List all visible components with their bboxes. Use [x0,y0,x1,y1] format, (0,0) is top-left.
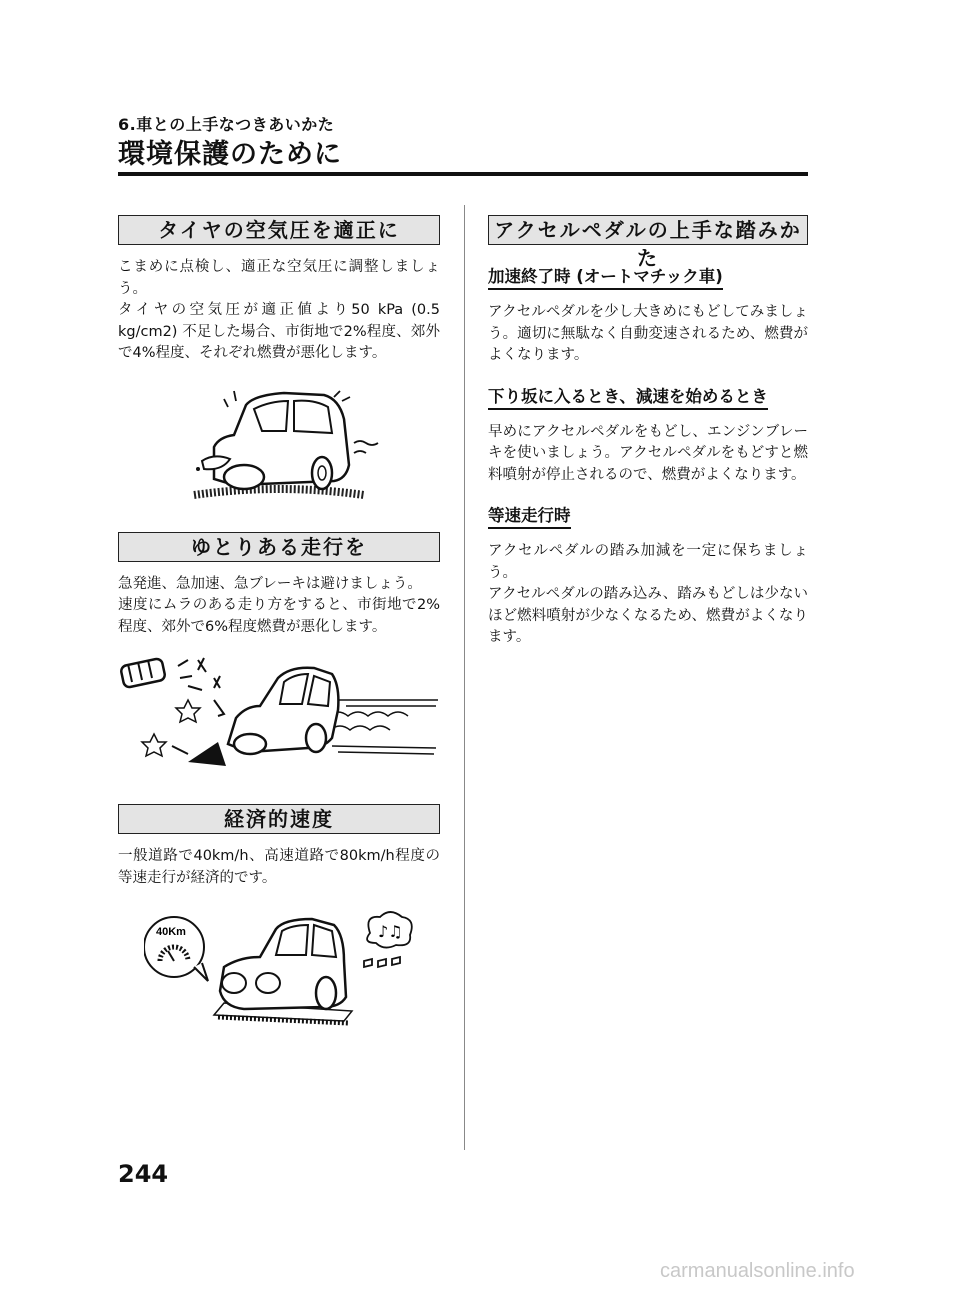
constant-speed-text-2: アクセルペダルの踏み込み、踏みもどしは少ないほど燃料噴射が少なくなるため、燃費がよくなります。 [488,586,808,645]
section-heading-economic-speed: 経済的速度 [118,804,440,834]
subheading-end-of-acceleration: 加速終了時 (オートマチック車) [488,263,723,290]
constant-speed-text-1: アクセルペダルの踏み加減を一定に保ちましょう。 [488,543,808,581]
tire-pressure-text-2: タイヤの空気圧が適正値より50 kPa (0.5 kg/cm2) 不足した場合、市街地で2%程度、郊外で4%程度、それぞれ燃費が悪化します。 [118,302,440,361]
watermark: carmanualsonline.info [660,1260,855,1282]
subheading-constant-speed: 等速走行時 [488,502,571,529]
section-heading-relaxed-driving: ゆとりある走行を [118,532,440,562]
relaxed-driving-text-2: 速度にムラのある走り方をすると、市街地で2%程度、郊外で6%程度燃費が悪化します。 [118,597,440,635]
page-number: 244 [118,1160,169,1188]
steady-speed-car-illustration [144,911,414,1031]
column-divider [464,205,465,1150]
downhill-deceleration-text: 早めにアクセルペダルをもどし、エンジンブレーキを使いましょう。アクセルペダルをもどすと燃料噴射が停止されるので、燃費がよくなります。 [488,423,808,483]
title-rule [118,172,808,176]
page-title: 環境保護のために [118,139,342,170]
music-note-icon: ♪♫ [378,922,403,941]
tire-pressure-text-1: こまめに点検し、適正な空気圧に調整しましょう。 [118,259,440,297]
subheading-downhill-deceleration: 下り坂に入るとき、減速を始めるとき [488,383,768,410]
right-column [488,215,808,649]
section-heading-accelerator: アクセルペダルの上手な踏みかた [488,215,808,245]
sudden-braking-car-illustration [118,656,440,776]
end-of-acceleration-text: アクセルペダルを少し大きめにもどしてみましょう。適切に無駄なく自動変速されるため、燃費がよくなります。 [488,304,808,363]
relaxed-driving-text-1: 急発進、急加速、急ブレーキは避けましょう。 [118,575,422,592]
underinflated-tire-car-illustration [174,387,384,502]
left-column [118,215,440,1031]
chapter-label: 6.車との上手なつきあいかた [118,115,335,134]
section-heading-tire-pressure: タイヤの空気圧を適正に [118,215,440,245]
speedometer-label: 40Km [156,926,186,938]
economic-speed-text: 一般道路で40km/h、高速道路で80km/h程度の等速走行が経済的です。 [118,848,440,886]
